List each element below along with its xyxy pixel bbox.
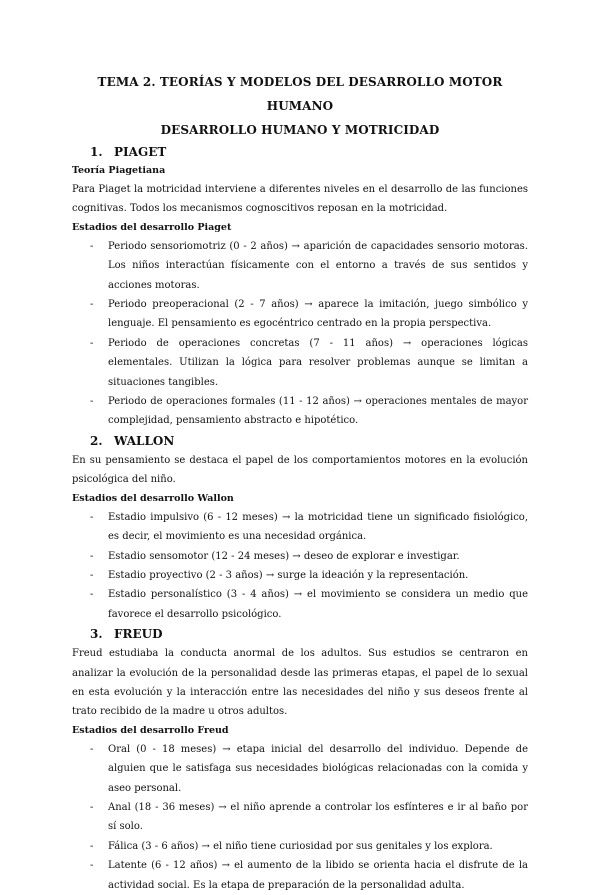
list-item <box>72 585 528 624</box>
list-item-text: Periodo de operaciones concretas (7 - 11 años) → operaciones lógicas elementales. Utilizan la lógica para resolver problemas aunque se limitan a situaciones tangibles. <box>108 337 528 388</box>
paragraph-piaget-intro: Para Piaget la motricidad interviene a diferentes niveles en el desarrollo de las funciones cognitivas. Todos los mecanismos cognoscitivos reposan en la motricidad. <box>72 184 528 215</box>
list-item <box>72 237 528 295</box>
bullet: - <box>90 396 94 408</box>
list-item <box>72 295 528 334</box>
list-item-text: Periodo sensoriomotriz (0 - 2 años) → aparición de capacidades sensorio motoras. Los niños interactúan físicamente con el entorno a través de sus sentidos y acciones motoras. <box>108 240 528 291</box>
list-item-text: Oral (0 - 18 meses) → etapa inicial del desarrollo del individuo. Depende de alguien que le satisfaga sus necesidades biológicas relacionadas con la comida y aseo personal. <box>108 743 528 794</box>
document-page <box>72 70 528 895</box>
list-item-text: Anal (18 - 36 meses) → el niño aprende a controlar los esfínteres e ir al baño por sí solo. <box>108 801 528 833</box>
list-item <box>72 856 528 895</box>
list-item-text: Periodo preoperacional (2 - 7 años) → aparece la imitación, juego simbólico y lenguaje. El pensamiento es egocéntrico centrado en la propia perspectiva. <box>108 299 528 330</box>
list-item-text: Estadio impulsivo (6 - 12 meses) → la motricidad tiene un significado fisiológico, es decir, el movimiento es una necesidad orgánica. <box>108 511 528 543</box>
bullet: - <box>90 337 94 349</box>
bullet: - <box>90 860 94 872</box>
bullet: - <box>90 299 94 311</box>
list-item-text: Fálica (3 - 6 años) → el niño tiene curiosidad por sus genitales y los explora. <box>108 840 493 852</box>
document-title: TEMA 2. TEORÍAS Y MODELOS DEL DESARROLLO MOTOR HUMANO <box>97 75 503 113</box>
list-item-text: Latente (6 - 12 años) → el aumento de la libido se orienta hacia el disfrute de la actividad social. Es la etapa de preparación de la personalidad adulta. <box>108 860 528 891</box>
list-item <box>72 334 528 392</box>
list-piaget <box>72 237 528 431</box>
section-number: 1. <box>90 145 103 159</box>
paragraph-freud-intro: Freud estudiaba la conducta anormal de los adultos. Sus estudios se centraron en analizar la evolución de la personalidad desde las primeras etapas, el papel de lo sexual en esta evolución y la interacción entre las necesidades del niño y sus deseos frente al trato recibido de la madre u otros adultos. <box>72 648 528 718</box>
list-heading-wallon: Estadios del desarrollo Wallon <box>72 492 234 504</box>
section-heading-freud <box>90 624 528 644</box>
section-title: FREUD <box>114 627 163 642</box>
list-item <box>72 566 528 585</box>
section-heading-piaget <box>90 142 528 162</box>
paragraph-wallon-intro: En su pensamiento se destaca el papel de los comportamientos motores en la evolución psicológica del niño. <box>72 454 528 486</box>
list-heading-freud: Estadios del desarrollo Freud <box>72 724 229 736</box>
list-freud <box>72 740 528 895</box>
bullet: - <box>90 550 94 562</box>
subheading-teoria-piagetiana: Teoría Piagetiana <box>72 165 166 176</box>
list-item <box>72 392 528 431</box>
list-item-text: Periodo de operaciones formales (11 - 12 años) → operaciones mentales de mayor complejidad, pensamiento abstracto e hipotético. <box>108 396 528 427</box>
section-title: PIAGET <box>114 145 167 159</box>
list-item <box>72 508 528 547</box>
bullet: - <box>90 743 94 755</box>
section-title: WALLON <box>114 433 175 448</box>
bullet: - <box>90 801 94 813</box>
bullet: - <box>90 569 94 581</box>
section-number: 2. <box>90 433 103 448</box>
list-item-text: Estadio personalístico (3 - 4 años) → el movimiento se considera un medio que favorece el desarrollo psicológico. <box>108 589 528 620</box>
list-item <box>72 547 528 566</box>
list-item <box>72 740 528 798</box>
bullet: - <box>90 240 94 252</box>
list-heading-piaget: Estadios del desarrollo Piaget <box>72 221 232 233</box>
document-subtitle: DESARROLLO HUMANO Y MOTRICIDAD <box>160 123 440 137</box>
list-item-text: Estadio sensomotor (12 - 24 meses) → deseo de explorar e investigar. <box>108 550 460 562</box>
section-number: 3. <box>90 627 103 642</box>
list-item <box>72 798 528 837</box>
bullet: - <box>90 589 94 601</box>
section-heading-wallon <box>90 431 528 451</box>
bullet: - <box>90 511 94 523</box>
list-item-text: Estadio proyectivo (2 - 3 años) → surge la ideación y la representación. <box>108 569 469 581</box>
bullet: - <box>90 840 94 852</box>
list-wallon <box>72 508 528 624</box>
list-item <box>72 837 528 856</box>
